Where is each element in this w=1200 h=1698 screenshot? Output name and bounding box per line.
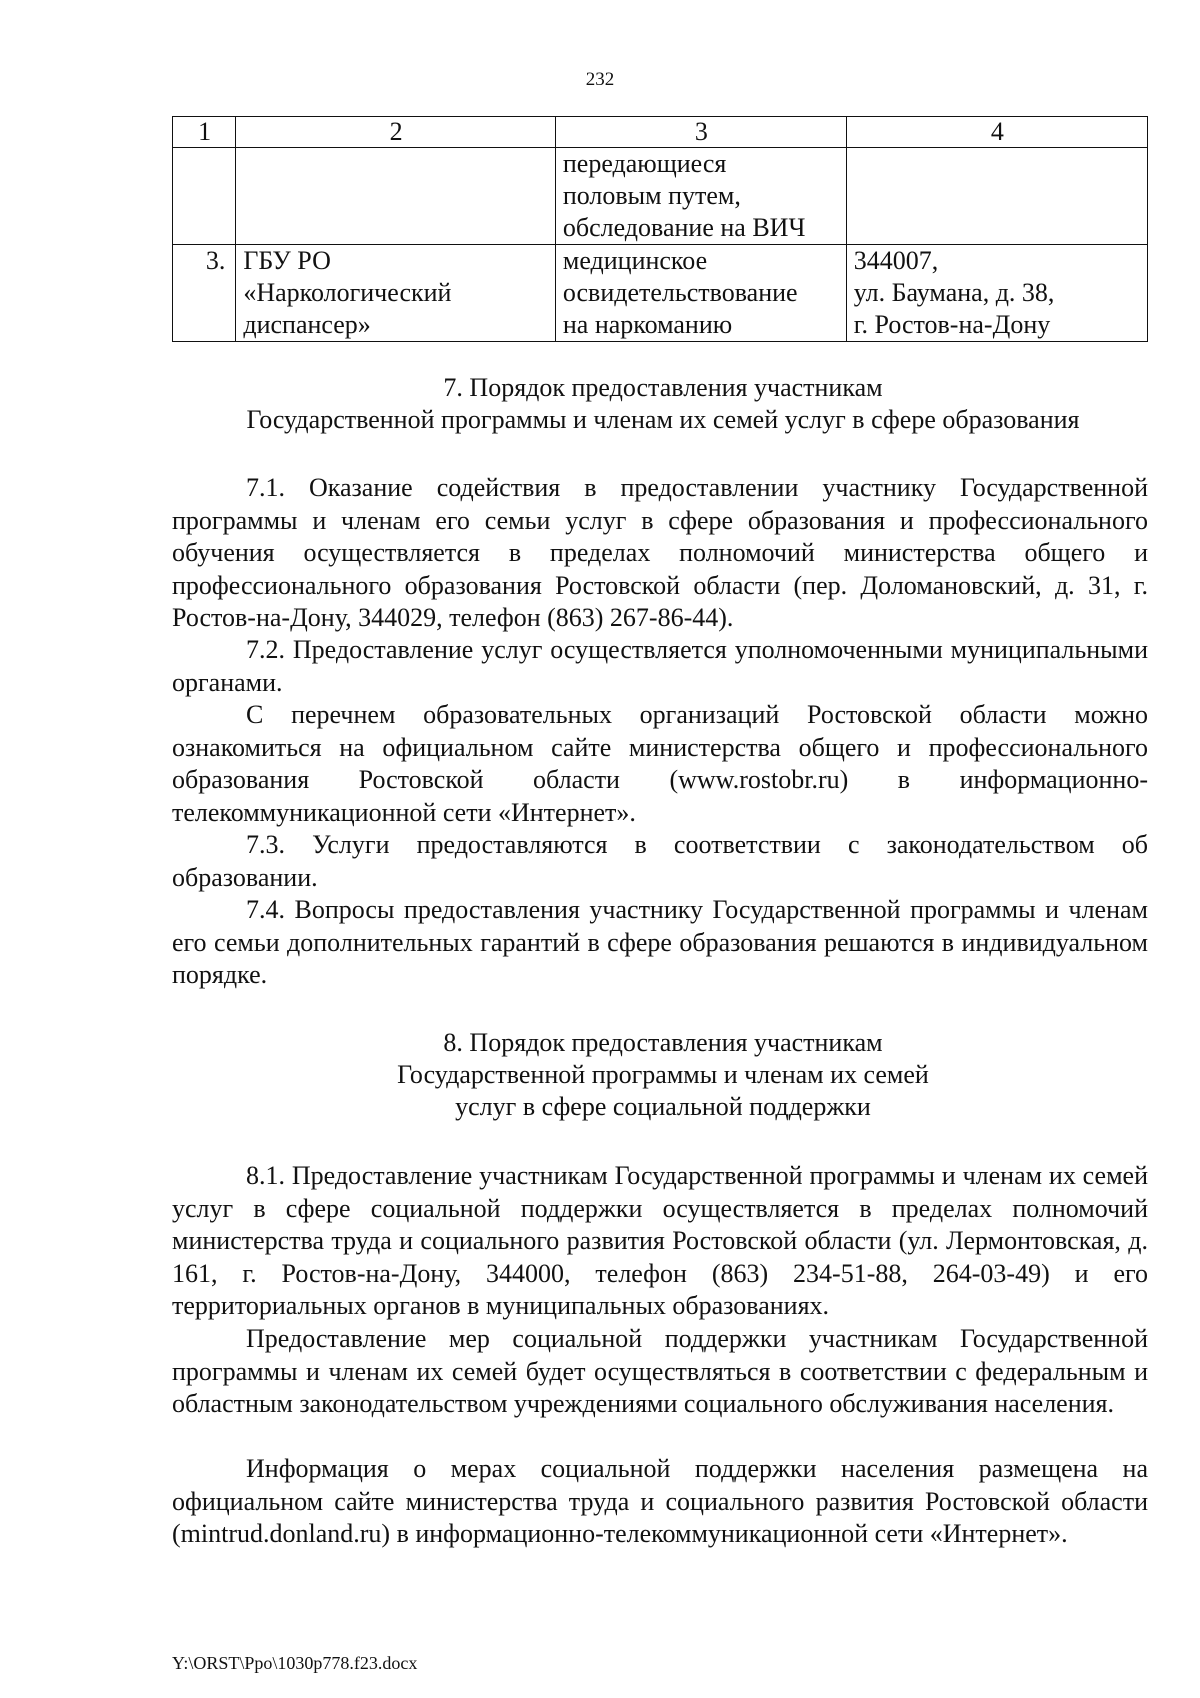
table-cell-service <box>555 148 846 245</box>
section-title-line: Государственной программы и членам их семей <box>397 1060 929 1089</box>
paragraph-8-1-info: Информация о мерах социальной поддержки населения размещена на официальном сайте министерства труда и социального развития Ростовской области (mintrud.donland.ru) в информационно-телекоммуникационной сети «Интернет». <box>172 1454 1148 1548</box>
cell-line: диспансер» <box>243 310 371 339</box>
cell-line: обследование на ВИЧ <box>562 213 806 242</box>
paragraph-7-2: 7.2. Предоставление услуг осуществляется уполномоченными муниципальными органами. <box>172 635 1148 697</box>
section-title-line: 8. Порядок предоставления участникам <box>443 1028 883 1057</box>
paragraph-8-1: 8.1. Предоставление участникам Государственной программы и членам их семей услуг в сфере социальной поддержки осуществляется в пределах полномочий министерства труда и социального развития Ростовской области (ул. Лермонтовская, д. 161, г. Ростов-на-Дону, 344000, телефон (863) 234-51-88, 264-03-49) и его территориальных органов в муниципальных образованиях. <box>172 1161 1148 1320</box>
services-table <box>172 116 1148 342</box>
section-title-line: 7. Порядок предоставления участникам <box>443 373 883 402</box>
table-cell-organization <box>236 245 556 342</box>
table-header-cell: 3 <box>555 117 846 148</box>
section-8-title <box>160 1027 1166 1123</box>
file-path: Y:\ORST\Ppo\1030p778.f23.docx <box>172 1653 418 1673</box>
cell-line: освидетельствование <box>562 278 798 307</box>
cell-line: половым путем, <box>562 181 741 210</box>
table-row <box>173 245 1148 342</box>
cell-line: «Наркологический <box>243 278 452 307</box>
table-header-cell: 2 <box>236 117 556 148</box>
page-number: 232 <box>585 69 615 90</box>
paragraph-7-2-list: С перечнем образовательных организаций Ростовской области можно ознакомиться на официальном сайте министерства общего и профессионального образования Ростовской области (www.rostobr.ru) в информационно-телекоммуникационной сети «Интернет». <box>172 700 1148 827</box>
table-cell-number: 3. <box>173 245 236 342</box>
section-title-line: Государственной программы и членам их семей услуг в сфере образования <box>246 405 1080 434</box>
cell-line: на наркоманию <box>562 310 733 339</box>
section-title-line: услуг в сфере социальной поддержки <box>455 1092 871 1121</box>
paragraph-7-3: 7.3. Услуги предоставляются в соответствии с законодательством об образовании. <box>172 830 1148 892</box>
table-header-cell: 4 <box>846 117 1147 148</box>
cell-line: ул. Баумана, д. 38, <box>853 278 1055 307</box>
paragraph-8-1-measures: Предоставление мер социальной поддержки участникам Государственной программы и членам их семей будет осуществляться в соответствии с федеральным и областным законодательством учреждениями социального обслуживания населения. <box>172 1324 1148 1418</box>
table-cell-number <box>173 148 236 245</box>
table-cell-address <box>846 148 1147 245</box>
table-cell-service <box>555 245 846 342</box>
cell-line: г. Ростов-на-Дону <box>853 310 1051 339</box>
table-cell-address <box>846 245 1147 342</box>
cell-line: 344007, <box>853 246 939 275</box>
section-7-title <box>160 372 1166 436</box>
table-cell-organization <box>236 148 556 245</box>
cell-line: передающиеся <box>562 149 727 178</box>
paragraph-7-1: 7.1. Оказание содействия в предоставлении участнику Государственной программы и членам его семьи услуг в сфере образования и профессионального обучения осуществляется в пределах полномочий министерства общего и профессионального образования Ростовской области (пер. Доломановский, д. 31, г. Ростов-на-Дону, 344029, телефон (863) 267-86-44). <box>172 473 1148 632</box>
cell-line: медицинское <box>562 246 708 275</box>
table-header-row <box>173 117 1148 148</box>
table-header-cell: 1 <box>173 117 236 148</box>
cell-line: ГБУ РО <box>243 246 331 275</box>
paragraph-7-4: 7.4. Вопросы предоставления участнику Государственной программы и членам его семьи дополнительных гарантий в сфере образования решаются в индивидуальном порядке. <box>172 895 1148 989</box>
table-row <box>173 148 1148 245</box>
